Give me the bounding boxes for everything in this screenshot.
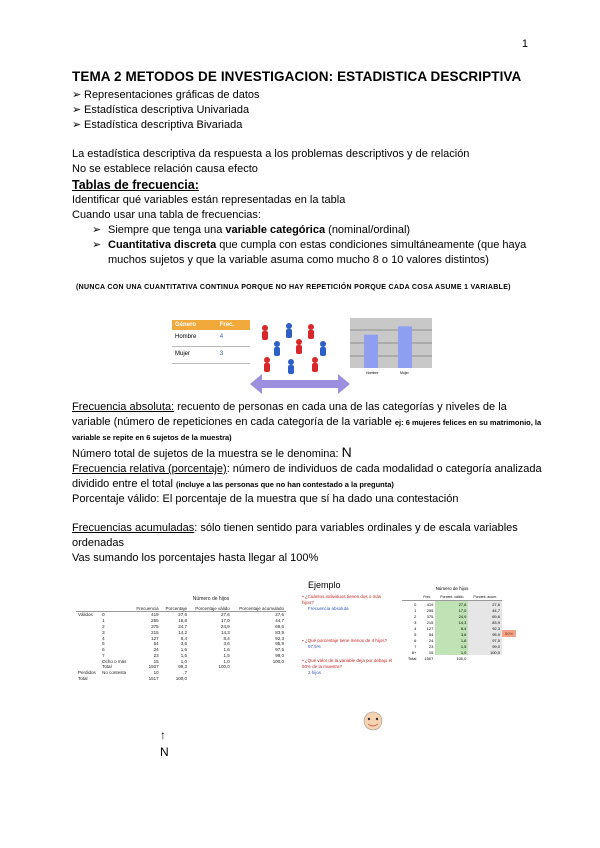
- table-cell: 15: [153, 658, 159, 664]
- table-cell: 1,6: [223, 647, 230, 653]
- table-cell: 100,0: [272, 658, 284, 664]
- table-cell: 27,6: [275, 612, 284, 618]
- paragraph-valido: Porcentaje válido: El porcentaje de la muestra que sí ha dado una contestación: [72, 493, 459, 505]
- table-row: [76, 676, 286, 682]
- page-number: 1: [521, 38, 528, 50]
- table-header-row: Frec Porcent. válido Porcent. acum.: [402, 594, 502, 601]
- table-cell: 95,9: [275, 641, 284, 647]
- table-cell: 127: [151, 635, 159, 641]
- table-cell: 1,0: [180, 658, 188, 664]
- table-row: Mujer 3: [172, 347, 250, 364]
- table-cell: ,7: [183, 670, 188, 676]
- table-cell: 1,5: [180, 652, 188, 658]
- hijos-frequency-table: [76, 596, 286, 681]
- table-cell: 14,2: [178, 629, 188, 635]
- table-cell: 99,0: [275, 652, 284, 658]
- table-cell: 1507: [424, 655, 434, 661]
- question: ▪ ¿Cuántos individuos tienen dos o más hijos?: [302, 594, 382, 605]
- table-cell: 27,6: [435, 601, 468, 608]
- table-cell: 1: [102, 618, 105, 624]
- table-title: Número de hijos: [192, 596, 230, 602]
- table-cell: 99,0: [468, 643, 502, 649]
- example-title: Ejemplo: [308, 580, 341, 590]
- table-cell: 255: [151, 618, 159, 624]
- bar-label: Mujer: [400, 371, 409, 375]
- table-cell: 24,9: [435, 613, 468, 619]
- table-cell: 5: [102, 641, 105, 647]
- paragraph: Cuando usar una tabla de frecuencias:: [72, 209, 261, 221]
- example-slide: [296, 580, 526, 730]
- table-cell: 375: [151, 623, 159, 629]
- table-cell: 2: [414, 613, 417, 619]
- table-cell: 4: [414, 625, 417, 631]
- table-cell: Total: [102, 664, 112, 670]
- paragraph-relativa: Frecuencia relativa (porcentaje): número de individuos de cada modalidad o categoría analizada dividido entre el total (incluye a las personas que no han contestado a la pregunta): [72, 463, 542, 490]
- paragraph-total: Número total de sujetos de la muestra se le denomina: N: [72, 444, 352, 460]
- paragraph-acumuladas-2: Vas sumando los porcentajes hasta llegar al 100%: [72, 552, 319, 564]
- intro-line: No se establece relación causa efecto: [72, 163, 258, 175]
- table-cell: 375: [426, 613, 434, 619]
- table-cell: 255: [426, 607, 434, 613]
- bullet-icon: ▪: [302, 658, 305, 663]
- bullet-list: [72, 223, 542, 268]
- example-questions: [302, 594, 394, 676]
- paragraph-absoluta: Frecuencia absoluta: recuento de personas en cada una de las categorías y niveles de la variable (número de repeticiones en cada categoría de la variable ej: 6 mujeres felices en su matrimonio, la variable se repite en 6 sujetos de la muestra): [72, 401, 542, 442]
- bullet-item: ➢ Cuantitativa discreta que cumpla con estas condiciones simultáneamente (que haya muchos sujetos y que la variable asuma como mucho 8 o 10 valores distintos): [92, 239, 527, 266]
- answer: 2 hijos: [308, 670, 322, 675]
- table-cell: 17,0: [435, 607, 468, 613]
- note-text: (NUNCA CON UNA CUANTITATIVA CONTINUA PORQUE NO HAY REPETICIÓN PORQUE CADA COSA ASUME 1 VARIABLE): [76, 284, 511, 291]
- table-cell: 23: [153, 652, 159, 658]
- table-cell: 6: [102, 647, 105, 653]
- section-heading-tablas: Tablas de frecuencia:: [72, 178, 199, 192]
- double-arrow-icon: [250, 374, 350, 394]
- table-cell: 8,4: [223, 635, 230, 641]
- table-cell: 3,6: [435, 631, 468, 637]
- table-cell: 24: [428, 637, 434, 643]
- table-cell: 0: [102, 612, 105, 618]
- table-cell: Total: [407, 655, 417, 661]
- intro-line: La estadística descriptiva da respuesta a los problemas descriptivos y de relación: [72, 148, 470, 160]
- table-cell: 1,5: [435, 643, 468, 649]
- arrow-bullet-icon: ➢: [72, 89, 82, 101]
- table-cell: 4: [102, 635, 105, 641]
- table-cell: 69,6: [275, 623, 284, 629]
- table-cell: 100,0: [456, 655, 467, 661]
- table-cell: 27,6: [178, 612, 188, 618]
- table-cell: 3,6: [180, 641, 188, 647]
- bullet-icon: ▪: [302, 638, 305, 643]
- bar: [364, 335, 378, 368]
- question: ▪ ¿Qué valor de la variable deja por debajo el 50% de la muestra?: [302, 658, 393, 669]
- page-title: TEMA 2 METODOS DE INVESTIGACION: ESTADISTICA DESCRIPTIVA: [72, 69, 522, 84]
- table-cell: 100,0: [218, 664, 230, 670]
- table-cell: 100,0: [468, 649, 502, 655]
- table-header-row: Frecuencia Porcentaje Porcentaje válido Porcentaje acumulado: [76, 606, 286, 612]
- table-row: Hombre 4: [172, 330, 250, 347]
- table-cell: 127: [426, 625, 434, 631]
- n-label: N: [160, 745, 169, 759]
- table-cell: 1,5: [223, 652, 230, 658]
- answer: 97,5%: [308, 644, 321, 649]
- table-cell: 14,3: [435, 619, 468, 625]
- topic-item: ➢ Estadística descriptiva Univariada: [72, 104, 250, 116]
- table-cell: 99,3: [178, 664, 188, 670]
- table-cell: 97,5: [275, 647, 284, 653]
- table-cell: 44,7: [275, 618, 284, 624]
- bar: [398, 326, 412, 368]
- table-cell: 24,7: [178, 623, 188, 629]
- arrow-bullet-icon: ➢: [92, 224, 102, 236]
- table-cell: 24: [153, 647, 159, 653]
- table-cell: 215: [151, 629, 159, 635]
- arrow-bullet-icon: ➢: [92, 239, 102, 251]
- up-arrow-icon: ↑: [160, 728, 166, 742]
- paragraph-acumuladas: Frecuencias acumuladas: sólo tienen sentido para variables ordinales y de escala variables ordenadas: [72, 522, 518, 549]
- example-table-title: Número de hijos: [435, 586, 469, 591]
- table-cell: 44,7: [468, 607, 502, 613]
- table-cell: 1,0: [223, 658, 230, 664]
- table-cell: 1,0: [435, 649, 468, 655]
- table-cell: 7: [414, 643, 417, 649]
- table-cell: 1,6: [435, 637, 468, 643]
- table-cell: 6: [414, 637, 417, 643]
- table-cell: 83,9: [275, 629, 284, 635]
- gender-bar-chart: [342, 316, 436, 376]
- table-cell: 8,4: [180, 635, 188, 641]
- table-cell: 14,3: [221, 629, 230, 635]
- table-cell: 24,9: [221, 623, 230, 629]
- example-table: [402, 594, 502, 661]
- table-cell: 27,6: [221, 612, 230, 618]
- table-cell: 17,0: [221, 618, 230, 624]
- table-cell: Total: [78, 675, 88, 681]
- table-cell: 23: [428, 643, 434, 649]
- topic-item: ➢ Representaciones gráficas de datos: [72, 89, 260, 101]
- table-cell: 3: [414, 619, 417, 625]
- table-cell: [232, 676, 286, 682]
- document-body: [72, 68, 542, 294]
- gender-frequency-table: Género Frec. Hombre 4 Mujer 3: [172, 320, 250, 364]
- table-cell: 1507: [148, 664, 159, 670]
- frequency-section: [72, 400, 542, 566]
- table-cell: 54: [428, 631, 434, 637]
- table-cell: 5: [414, 631, 417, 637]
- example-table-wrap: [402, 586, 502, 661]
- table-cell: 0: [414, 601, 417, 607]
- table-cell: 3: [102, 629, 105, 635]
- question: ▪ ¿Qué porcentaje tiene menos de 4 hijos?: [302, 638, 388, 643]
- table-cell: 27,6: [468, 601, 502, 608]
- table-cell: 8,4: [435, 625, 468, 631]
- table-cell: 95,9: [468, 631, 502, 637]
- table-cell: Ocho o más: [102, 658, 127, 664]
- arrow-bullet-icon: ➢: [72, 104, 82, 116]
- table-cell: 69,6: [468, 613, 502, 619]
- table-cell: 97,5: [468, 637, 502, 643]
- table-cell: 2: [102, 623, 105, 629]
- table-cell: 54: [153, 641, 159, 647]
- table-cell: 419: [426, 601, 434, 607]
- table-cell: 215: [426, 619, 434, 625]
- table-cell: [468, 655, 502, 661]
- table-cell: 92,3: [275, 635, 284, 641]
- topic-item: ➢ Estadística descriptiva Bivariada: [72, 119, 243, 131]
- table-cell: 3,6: [223, 641, 230, 647]
- bullet-item: ➢ Siempre que tenga una variable categórica (nominal/ordinal): [92, 224, 411, 236]
- table-row: [402, 655, 502, 661]
- table-cell: Válidos: [78, 612, 93, 618]
- table-cell: 7: [102, 652, 105, 658]
- table-cell: No contesta: [102, 670, 127, 676]
- bullet-icon: ▪: [302, 594, 305, 599]
- table-cell: [189, 676, 232, 682]
- table-cell: Perdidos: [78, 670, 96, 676]
- table-cell: 1517: [148, 675, 159, 681]
- table-cell: 16,8: [178, 618, 188, 624]
- paragraph: Identificar qué variables están representadas en la tabla: [72, 194, 346, 206]
- data-table: [76, 606, 286, 681]
- table-cell: 8+: [411, 649, 417, 655]
- table-cell: 92,3: [468, 625, 502, 631]
- cartoon-face-icon: [360, 710, 386, 732]
- percent-tag: 50%: [502, 630, 516, 637]
- table-cell: 83,9: [468, 619, 502, 625]
- table-cell: 10: [153, 670, 159, 676]
- table-cell: 419: [151, 612, 159, 618]
- table-cell: 15: [428, 649, 434, 655]
- answer: Frecuencia absoluta: [308, 606, 349, 611]
- arrow-bullet-icon: ➢: [72, 119, 82, 131]
- table-cell: 100,0: [175, 675, 188, 681]
- table-cell: [100, 676, 131, 682]
- table-cell: 1: [414, 607, 417, 613]
- table-cell: 1,6: [180, 647, 188, 653]
- bar-label: Hombre: [366, 371, 379, 375]
- person-icon: [262, 323, 326, 374]
